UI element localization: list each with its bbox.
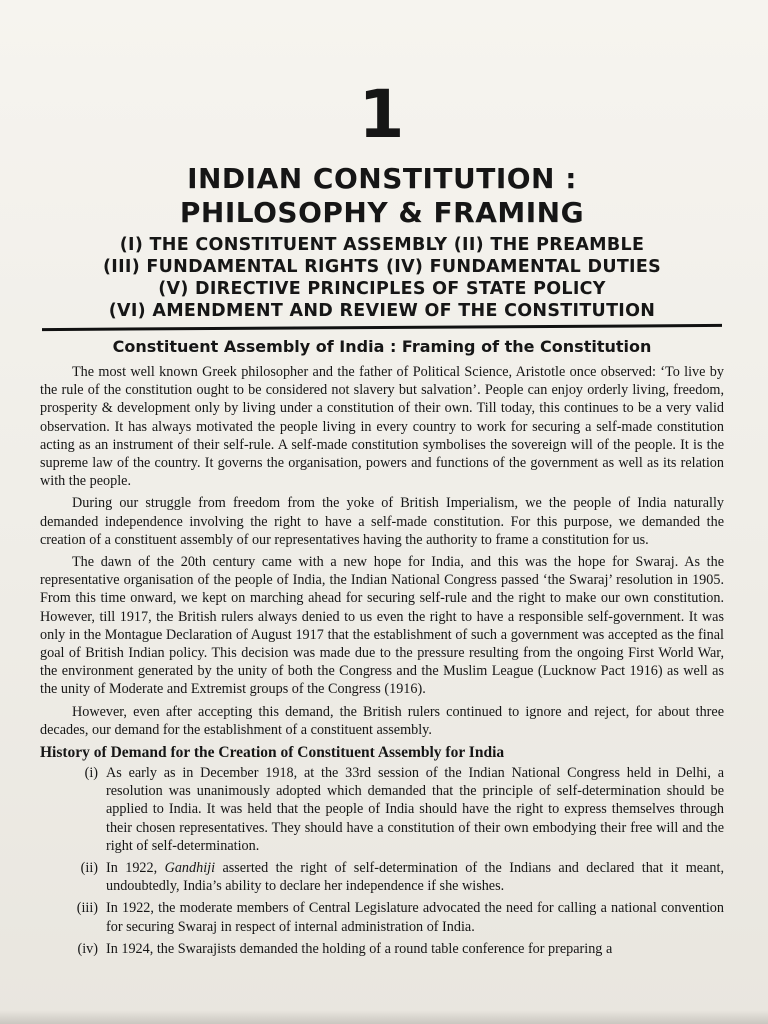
title-divider — [42, 324, 722, 331]
section-body — [40, 363, 724, 739]
history-heading: History of Demand for the Creation of Constituent Assembly for India — [40, 744, 505, 762]
chapter-subtitle: (VI) AMENDMENT AND REVIEW OF THE CONSTITUTION — [108, 301, 656, 321]
chapter-subtitle: (V) DIRECTIVE PRINCIPLES OF STATE POLICY — [158, 279, 606, 299]
list-item-text: In 1922, the moderate members of Central Legislature advocated the need for calling a national convention for securing Swaraj in respect of internal administration of India. — [106, 900, 724, 935]
list-marker: (i) — [84, 765, 98, 782]
list-item-emphasis: Gandhiji — [164, 860, 216, 877]
list-item-text-after: asserted the right of self-determination of the Indians and declared that it meant, undoubtedly, India’s ability to declare her independence if she wishes. — [106, 860, 724, 895]
history-list — [40, 764, 724, 958]
paragraph: However, even after accepting this demand, the British rulers continued to ignore and reject, for about three decades, our demand for the establishment of a constituent assembly. — [40, 703, 724, 738]
list-item-text: In 1924, the Swarajists demanded the holding of a round table conference for preparing a — [106, 940, 613, 957]
list-marker: (iii) — [76, 900, 98, 917]
list-item-text-before: In 1922, — [106, 860, 165, 877]
chapter-subtitles — [40, 234, 724, 322]
paragraph: During our struggle from freedom from the yoke of British Imperialism, we the people of India naturally demanded independence involving the right to have a self-made constitution. For this purpose, we demanded the creation of a constituent assembly of our representatives having the authority to frame a constitution for us. — [40, 495, 724, 548]
list-item — [70, 859, 724, 895]
list-item-text: As early as in December 1918, at the 33rd session of the Indian National Congress held in Delhi, a resolution was unanimously adopted which demanded that the principle of self-determination should be applied to India. It was held that the people of India should have the right to express themselves through their chosen representatives. They should have a constitution of their own embodying their free will and the right of self-determination. — [106, 765, 724, 854]
chapter-number: 1 — [358, 76, 406, 153]
section-heading: Constituent Assembly of India : Framing of the Constitution — [112, 337, 652, 356]
chapter-title-line-1: INDIAN CONSTITUTION : — [187, 162, 577, 195]
chapter-title-line-2: PHILOSOPHY & FRAMING — [179, 196, 585, 229]
paragraph: The most well known Greek philosopher and the father of Political Science, Aristotle once observed: ‘To live by the rule of the constitution ought to be considered not slavery but salvation’. People can enjoy orderly living, freedom, prosperity & development only by living under a constitution of their own. Till today, this continues to be a very valid observation. It has always motivated the people living in every country to work for securing a self-made constitution acting as an instrument of their self-rule. A self-made constitution symbolises the sovereign will of the people. It is the supreme law of the country. It governs the organisation, powers and functions of the government as well as its relation with the people. — [40, 364, 724, 490]
list-marker: (iv) — [77, 940, 98, 957]
chapter-subtitle: (I) THE CONSTITUENT ASSEMBLY (II) THE PREAMBLE — [119, 235, 645, 255]
chapter-title — [40, 162, 724, 230]
page-bottom-shadow — [0, 1010, 768, 1024]
list-item — [70, 899, 724, 935]
chapter-subtitle: (III) FUNDAMENTAL RIGHTS (IV) FUNDAMENTAL DUTIES — [102, 257, 662, 277]
paragraph: The dawn of the 20th century came with a new hope for India, and this was the hope for Swaraj. As the representative organisation of the people of India, the Indian National Congress passed ‘the Swaraj’ resolution in 1905. From this time onward, we kept on marching ahead for securing self-rule and the right to make our own constitution. However, till 1917, the British rulers always denied to us even the right to have a responsible self-government. It was only in the Montague Declaration of August 1917 that the establishment of such a government was accepted as the final goal of British Indian policy. This decision was made due to the pressure resulting from the ongoing First World War, the environment generated by the unity of both the Congress and the Muslim League (Lucknow Pact 1916) as well as the unity of Moderate and Extremist groups of the Congress (1916). — [40, 554, 724, 698]
list-marker: (ii) — [80, 860, 98, 877]
list-item — [70, 764, 724, 855]
list-item — [70, 940, 724, 958]
